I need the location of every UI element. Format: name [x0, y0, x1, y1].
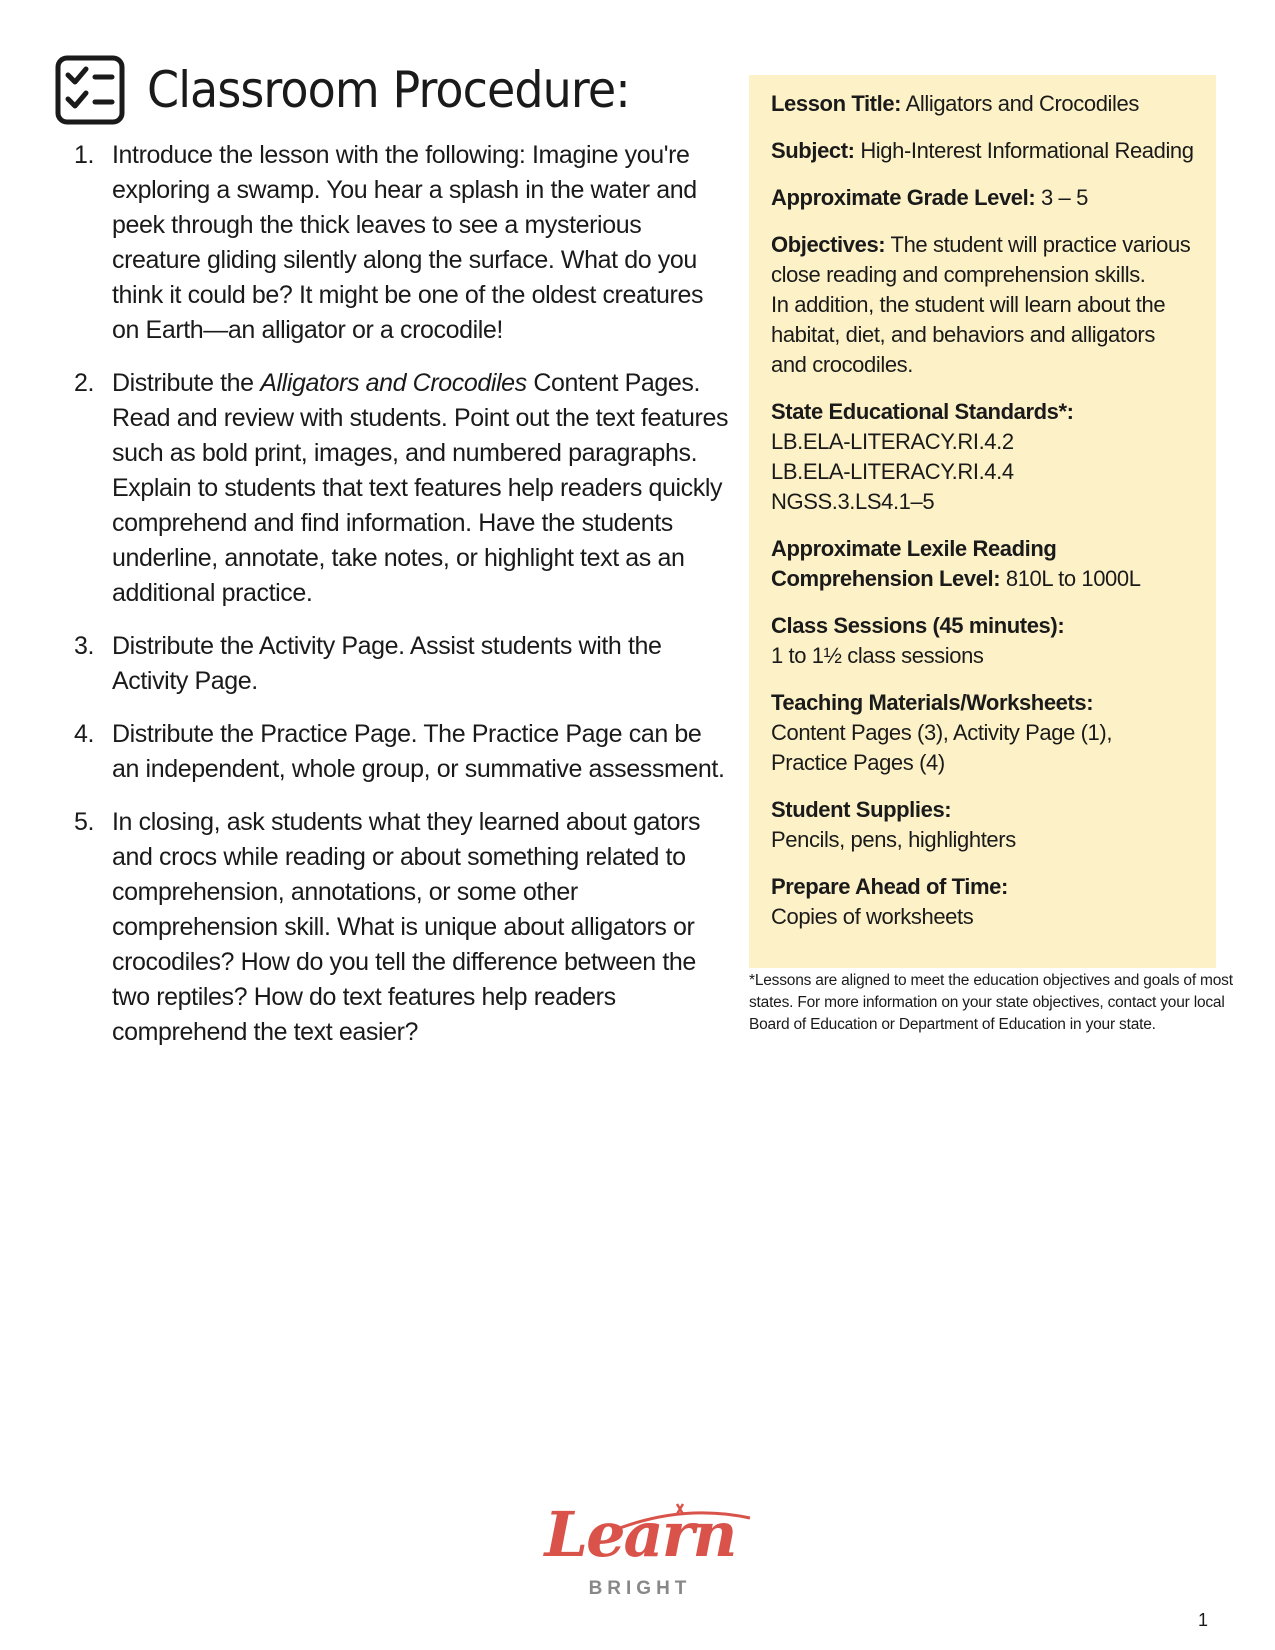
learn-bright-logo — [535, 1500, 745, 1600]
field-value: Content Pages (3), Activity Page (1), Practice Pages (4) — [771, 720, 1113, 775]
field-value: High-Interest Informational Reading — [860, 138, 1194, 163]
step-number: 5. — [74, 808, 95, 836]
field-label: Objectives: — [771, 232, 886, 257]
grade-level-field — [771, 183, 1194, 213]
procedure-step-5 — [70, 805, 730, 1050]
field-value: 810L to 1000L — [1005, 566, 1141, 591]
field-label: Approximate Grade Level: — [771, 185, 1036, 210]
prepare-field — [771, 872, 1194, 932]
procedure-step-2 — [70, 366, 730, 611]
field-value: Alligators and Crocodiles — [905, 91, 1139, 116]
supplies-field — [771, 795, 1194, 855]
field-value: 3 – 5 — [1040, 185, 1088, 210]
field-label: Comprehension Level: — [771, 566, 1001, 591]
standard-item: LB.ELA-LITERACY.RI.4.2 — [771, 429, 1014, 454]
field-value: 1 to 1½ class sessions — [771, 643, 984, 668]
procedure-list — [70, 138, 730, 1068]
standards-field — [771, 397, 1194, 517]
field-label: Prepare Ahead of Time: — [771, 874, 1008, 899]
page-header — [55, 54, 672, 126]
field-label: Approximate Lexile Reading — [771, 536, 1057, 561]
step-text: Distribute the Practice Page. The Practice Page can be an independent, whole group, or summative assessment. — [112, 720, 725, 783]
lesson-info-sidebar — [749, 75, 1216, 968]
page-title: Classroom Procedure: — [147, 61, 630, 119]
lexile-field — [771, 534, 1194, 594]
logo-wordmark: Learn — [544, 1498, 736, 1571]
step-text-before: Distribute the — [112, 369, 261, 397]
materials-field — [771, 688, 1194, 778]
step-text: In closing, ask students what they learned about gators and crocs while reading or about something related to comprehension, annotations, or some other comprehension skill. What is unique about alligators or crocodiles? How do you tell the difference between the two reptiles? How do text features help readers comprehend the text easier? — [112, 808, 701, 1046]
step-text: Distribute the Activity Page. Assist students with the Activity Page. — [112, 632, 662, 695]
field-label: Student Supplies: — [771, 797, 952, 822]
lesson-title-field — [771, 89, 1194, 119]
field-value: Copies of worksheets — [771, 904, 974, 929]
field-value: Pencils, pens, highlighters — [771, 827, 1016, 852]
standard-item: LB.ELA-LITERACY.RI.4.4 — [771, 459, 1014, 484]
step-number: 3. — [74, 632, 95, 660]
field-label: State Educational Standards*: — [771, 399, 1074, 424]
class-sessions-field — [771, 611, 1194, 671]
logo-subtitle: BRIGHT — [588, 1578, 692, 1599]
procedure-step-4 — [70, 717, 730, 787]
field-value: The student will practice various close reading and comprehension skills. — [771, 232, 1191, 287]
step-number: 4. — [74, 720, 95, 748]
field-label: Teaching Materials/Worksheets: — [771, 690, 1094, 715]
objectives-field — [771, 230, 1194, 380]
standards-footnote: *Lessons are aligned to meet the education objectives and goals of most states. For more information on your state objectives, contact your local Board of Education or Department of Education in your state. — [749, 972, 1233, 1033]
field-label: Lesson Title: — [771, 91, 902, 116]
page-number: 1 — [1198, 1610, 1209, 1630]
field-label: Subject: — [771, 138, 855, 163]
procedure-step-3 — [70, 629, 730, 699]
standard-item: NGSS.3.LS4.1–5 — [771, 489, 935, 514]
checklist-icon — [55, 55, 125, 125]
step-text-italic: Alligators and Crocodiles — [260, 369, 527, 397]
procedure-step-1 — [70, 138, 730, 348]
field-value-extra: In addition, the student will learn about the habitat, diet, and behaviors and alligators and crocodiles. — [771, 292, 1166, 377]
step-number: 2. — [74, 369, 95, 397]
step-text-after: Content Pages. Read and review with students. Point out the text features such as bold print, images, and numbered paragraphs. Explain to students that text features help readers quickly comprehend and find information. Have the students underline, annotate, take notes, or highlight text as an additional practice. — [112, 369, 729, 607]
subject-field — [771, 136, 1194, 166]
step-number: 1. — [74, 141, 95, 169]
field-label: Class Sessions (45 minutes): — [771, 613, 1065, 638]
step-text: Introduce the lesson with the following: Imagine you're exploring a swamp. You hear a splash in the water and peek through the thick leaves to see a mysterious creature gliding silently along the surface. What do you think it could be? It might be one of the oldest creatures on Earth—an alligator or a crocodile! — [112, 141, 704, 344]
